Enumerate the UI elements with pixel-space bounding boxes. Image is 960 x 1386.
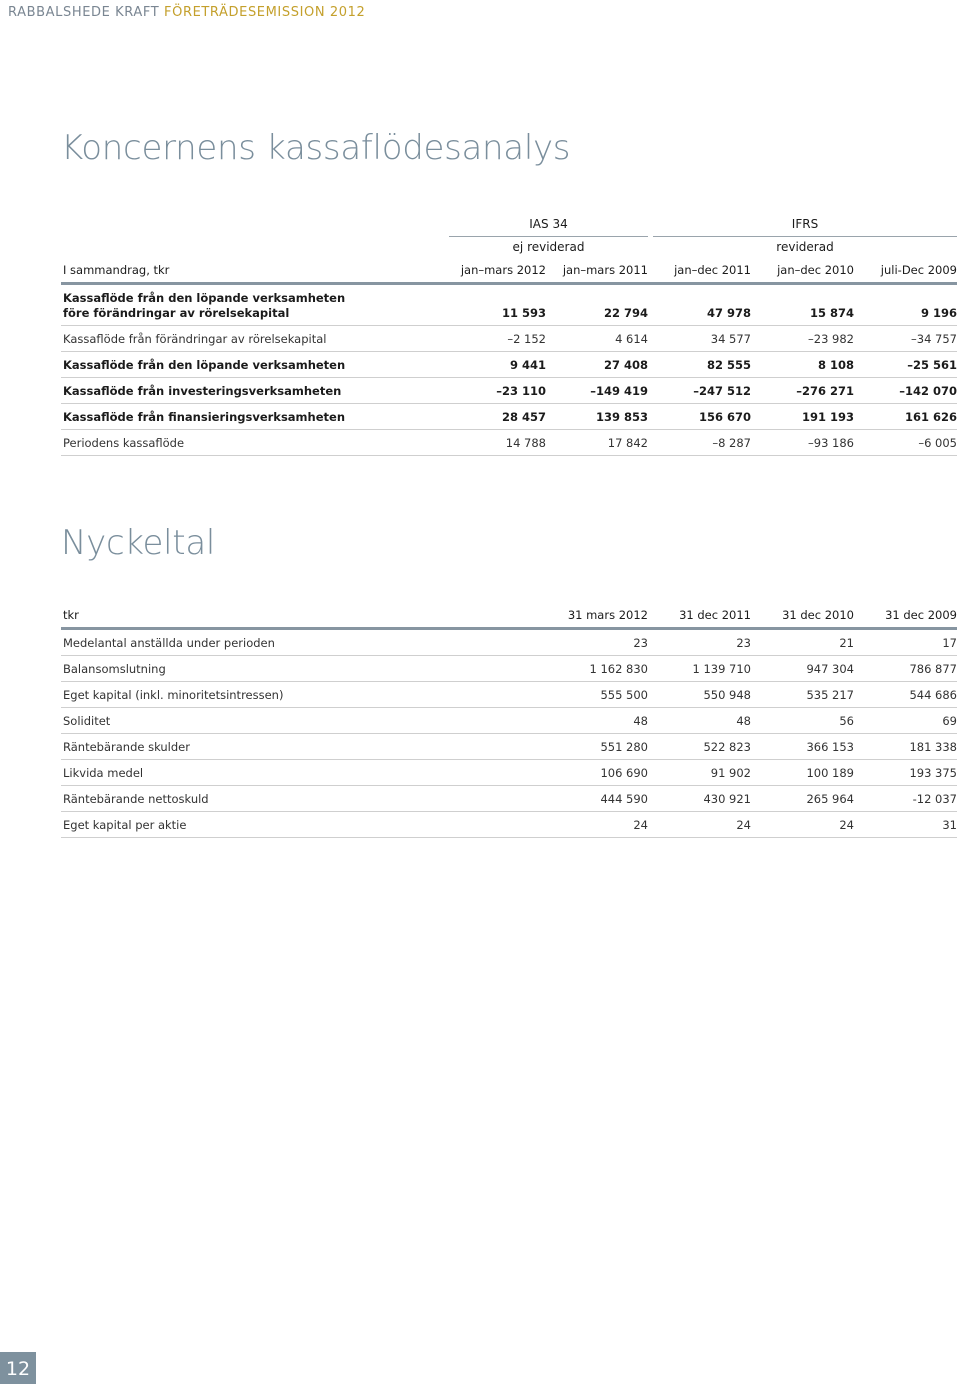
cell: 23 [633,636,648,650]
cell: 9 441 [509,358,546,372]
cell: 28 457 [501,410,546,424]
cashflow-table [61,258,957,456]
cell: 82 555 [706,358,751,372]
table-row [61,708,957,734]
cell: 139 853 [595,410,648,424]
row-label: Kassaflöde från investeringsverksamheten [63,384,342,398]
row-label: Soliditet [63,714,111,728]
column-header: jan–dec 2010 [777,263,854,277]
row-label: Medelantal anställda under perioden [63,636,275,650]
cell: –6 005 [918,436,957,450]
cell: 535 217 [806,688,854,702]
group-divider [653,236,957,237]
cell: 1 139 710 [692,662,751,676]
row-label: Periodens kassaflöde [63,436,185,450]
group-ias34: IAS 34 [529,217,568,231]
cell: 366 153 [806,740,854,754]
cell: 8 108 [817,358,854,372]
cell: 91 902 [710,766,751,780]
cell: 550 948 [703,688,751,702]
row-label: Kassaflöde från förändringar av rörelsekapital [63,332,327,346]
cell: 106 690 [600,766,648,780]
cell: –149 419 [590,384,648,398]
cell: 14 788 [505,436,546,450]
table-row [61,656,957,682]
row-label: Kassaflöde från finansieringsverksamheten [63,410,346,424]
table-row [61,352,957,378]
row-label: Likvida medel [63,766,144,780]
cell: –23 110 [496,384,546,398]
row-label: Eget kapital per aktie [63,818,187,832]
cell: –276 271 [796,384,854,398]
cell: 161 626 [904,410,957,424]
row-label: Räntebärande skulder [63,740,190,754]
column-header: jan–mars 2012 [460,263,546,277]
cell: –25 561 [907,358,957,372]
column-header: 31 mars 2012 [567,608,648,622]
table-row [61,760,957,786]
subgroup-audited: reviderad [776,240,834,254]
cell: –8 287 [712,436,751,450]
cell: -12 037 [912,792,957,806]
cell: 100 189 [806,766,854,780]
column-header: jan–mars 2011 [562,263,648,277]
cell: 551 280 [600,740,648,754]
column-header: 31 dec 2011 [679,608,751,622]
header-document: FÖRETRÄDESEMISSION 2012 [164,5,366,20]
cell: 24 [736,818,751,832]
cell: 191 193 [801,410,854,424]
cell: 21 [839,636,854,650]
cell: 24 [839,818,854,832]
cell: 56 [839,714,854,728]
cell: 430 921 [703,792,751,806]
cell: 156 670 [698,410,751,424]
cell: –34 757 [911,332,957,346]
cell: –142 070 [899,384,957,398]
cell: 11 593 [501,306,546,320]
cell: 193 375 [909,766,957,780]
column-header: 31 dec 2009 [885,608,957,622]
table-row [61,812,957,838]
header-company: RABBALSHEDE KRAFT [8,5,160,20]
cell: 24 [633,818,648,832]
row-label: Kassaflöde från den löpande verksamheten [63,358,346,372]
cell: –2 152 [507,332,546,346]
table-row [61,786,957,812]
keyfigures-title: Nyckeltal [61,523,216,563]
table-row [61,285,957,326]
subgroup-unaudited: ej reviderad [512,240,585,254]
table-row [61,326,957,352]
column-header: 31 dec 2010 [782,608,854,622]
cell: 522 823 [703,740,751,754]
cell: 17 [942,636,957,650]
cell: 17 842 [607,436,648,450]
cell: 265 964 [806,792,854,806]
cell: 15 874 [809,306,854,320]
cell: 31 [942,818,957,832]
table-row [61,734,957,760]
cell: 4 614 [615,332,648,346]
column-label-header: tkr [63,608,79,622]
row-label: före förändringar av rörelsekapital [63,306,290,320]
column-header: juli-Dec 2009 [880,263,957,277]
cell: 23 [736,636,751,650]
cell: 9 196 [920,306,957,320]
cell: –23 982 [808,332,854,346]
cell: –93 186 [808,436,854,450]
cell: 181 338 [909,740,957,754]
table-row [61,682,957,708]
column-label-header: I sammandrag, tkr [63,263,170,277]
cell: 22 794 [603,306,648,320]
running-header [8,5,365,20]
row-label: Eget kapital (inkl. minoritetsintressen) [63,688,284,702]
table-row [61,430,957,456]
keyfigures-table [61,603,957,838]
cell: 1 162 830 [589,662,648,676]
page-number: 12 [0,1352,36,1384]
table-header-row [61,603,957,630]
cell: 34 577 [710,332,751,346]
cell: 544 686 [909,688,957,702]
cell: 48 [633,714,648,728]
cell: 444 590 [600,792,648,806]
table-row [61,630,957,656]
table-row [61,378,957,404]
column-header: jan–dec 2011 [674,263,751,277]
cell: 947 304 [806,662,854,676]
cell: 48 [736,714,751,728]
group-ifrs: IFRS [791,217,819,231]
cell: 27 408 [603,358,648,372]
cell: 786 877 [909,662,957,676]
row-label: Räntebärande nettoskuld [63,792,209,806]
cell: 555 500 [600,688,648,702]
cell: 69 [942,714,957,728]
table-header-row [61,258,957,285]
row-label: Kassaflöde från den löpande verksamheten [63,291,346,305]
group-divider [449,236,648,237]
cell: 47 978 [706,306,751,320]
row-label: Balansomslutning [63,662,166,676]
cell: –247 512 [693,384,751,398]
table-row [61,404,957,430]
cashflow-title: Koncernens kassaflödesanalys [61,128,571,168]
